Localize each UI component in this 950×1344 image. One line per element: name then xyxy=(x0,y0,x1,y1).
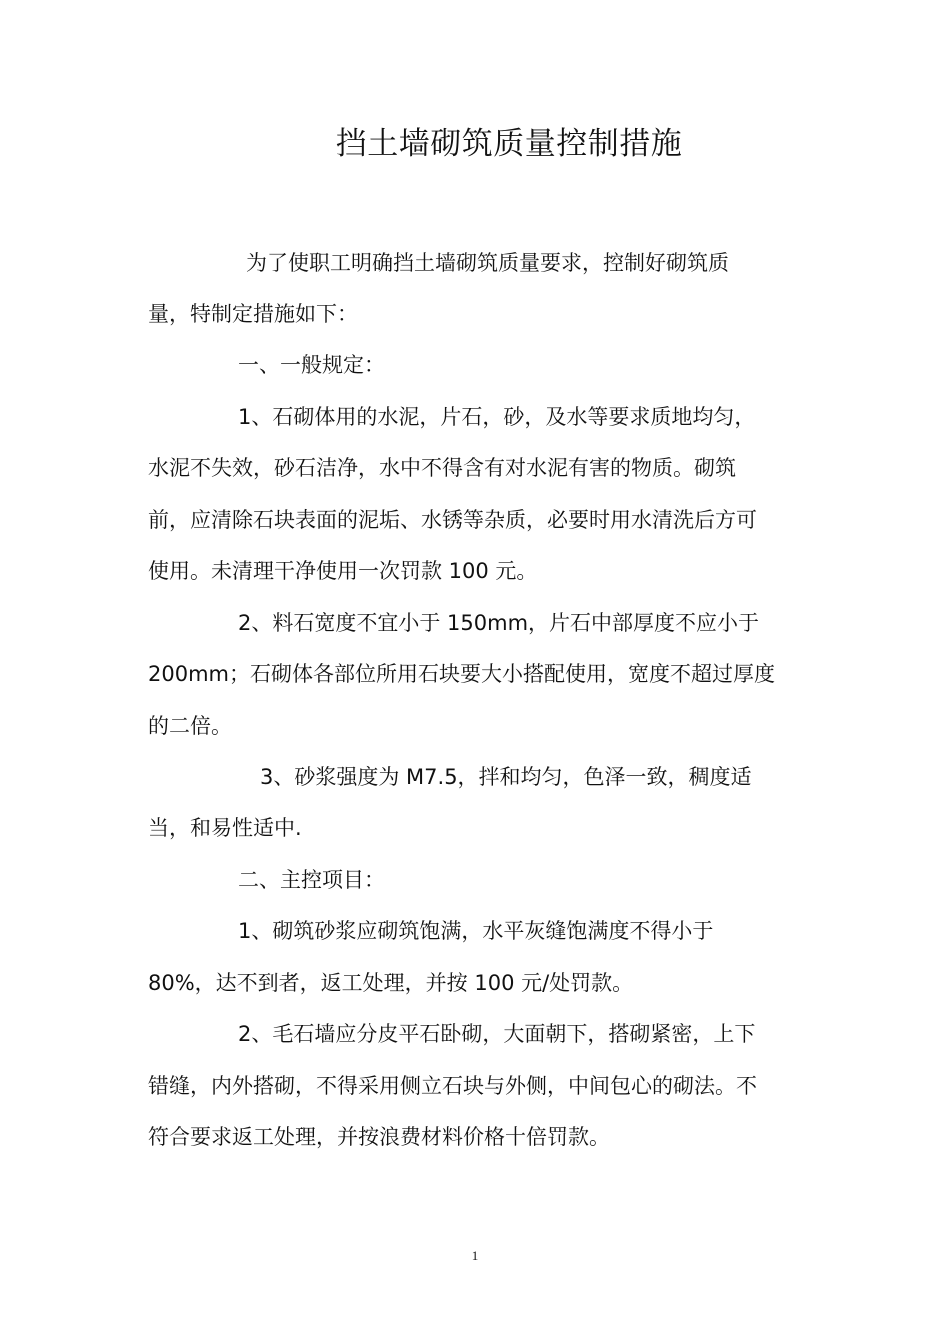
document-title: 挡土墙砌筑质量控制措施 xyxy=(335,126,683,162)
paragraph-line: 80%，达不到者，返工处理，并按 100 元/处罚款。 xyxy=(148,971,634,995)
paragraph-line: 1、石砌体用的水泥，片石，砂，及水等要求质地均匀， xyxy=(238,405,756,429)
paragraph-line: 3、砂浆强度为 M7.5，拌和均匀，色泽一致，稠度适 xyxy=(260,765,752,789)
section-heading: 二、主控项目： xyxy=(238,868,385,892)
paragraph-line: 量，特制定措施如下： xyxy=(148,302,358,326)
paragraph-line: 前，应清除石块表面的泥垢、水锈等杂质，必要时用水清洗后方可 xyxy=(148,508,757,532)
paragraph-line: 为了使职工明确挡土墙砌筑质量要求，控制好砌筑质 xyxy=(246,251,729,275)
paragraph-line: 的二倍。 xyxy=(148,714,232,738)
page-number: 1 xyxy=(471,1248,479,1263)
paragraph-line: 1、砌筑砂浆应砌筑饱满，水平灰缝饱满度不得小于 xyxy=(238,919,714,943)
paragraph-line: 当，和易性适中. xyxy=(148,816,302,840)
section-heading: 一、一般规定： xyxy=(238,353,385,377)
paragraph-line: 使用。未清理干净使用一次罚款 100 元。 xyxy=(148,559,538,583)
paragraph-line: 2、毛石墙应分皮平石卧砌，大面朝下，搭砌紧密，上下 xyxy=(238,1022,756,1046)
paragraph-line: 2、料石宽度不宜小于 150mm，片石中部厚度不应小于 xyxy=(238,611,760,635)
paragraph-line: 符合要求返工处理，并按浪费材料价格十倍罚款。 xyxy=(148,1125,610,1149)
paragraph-line: 错缝，内外搭砌，不得采用侧立石块与外侧，中间包心的砌法。不 xyxy=(148,1074,757,1098)
paragraph-line: 200mm；石砌体各部位所用石块要大小搭配使用，宽度不超过厚度 xyxy=(148,662,775,686)
paragraph-line: 水泥不失效，砂石洁净，水中不得含有对水泥有害的物质。砌筑 xyxy=(148,456,736,480)
